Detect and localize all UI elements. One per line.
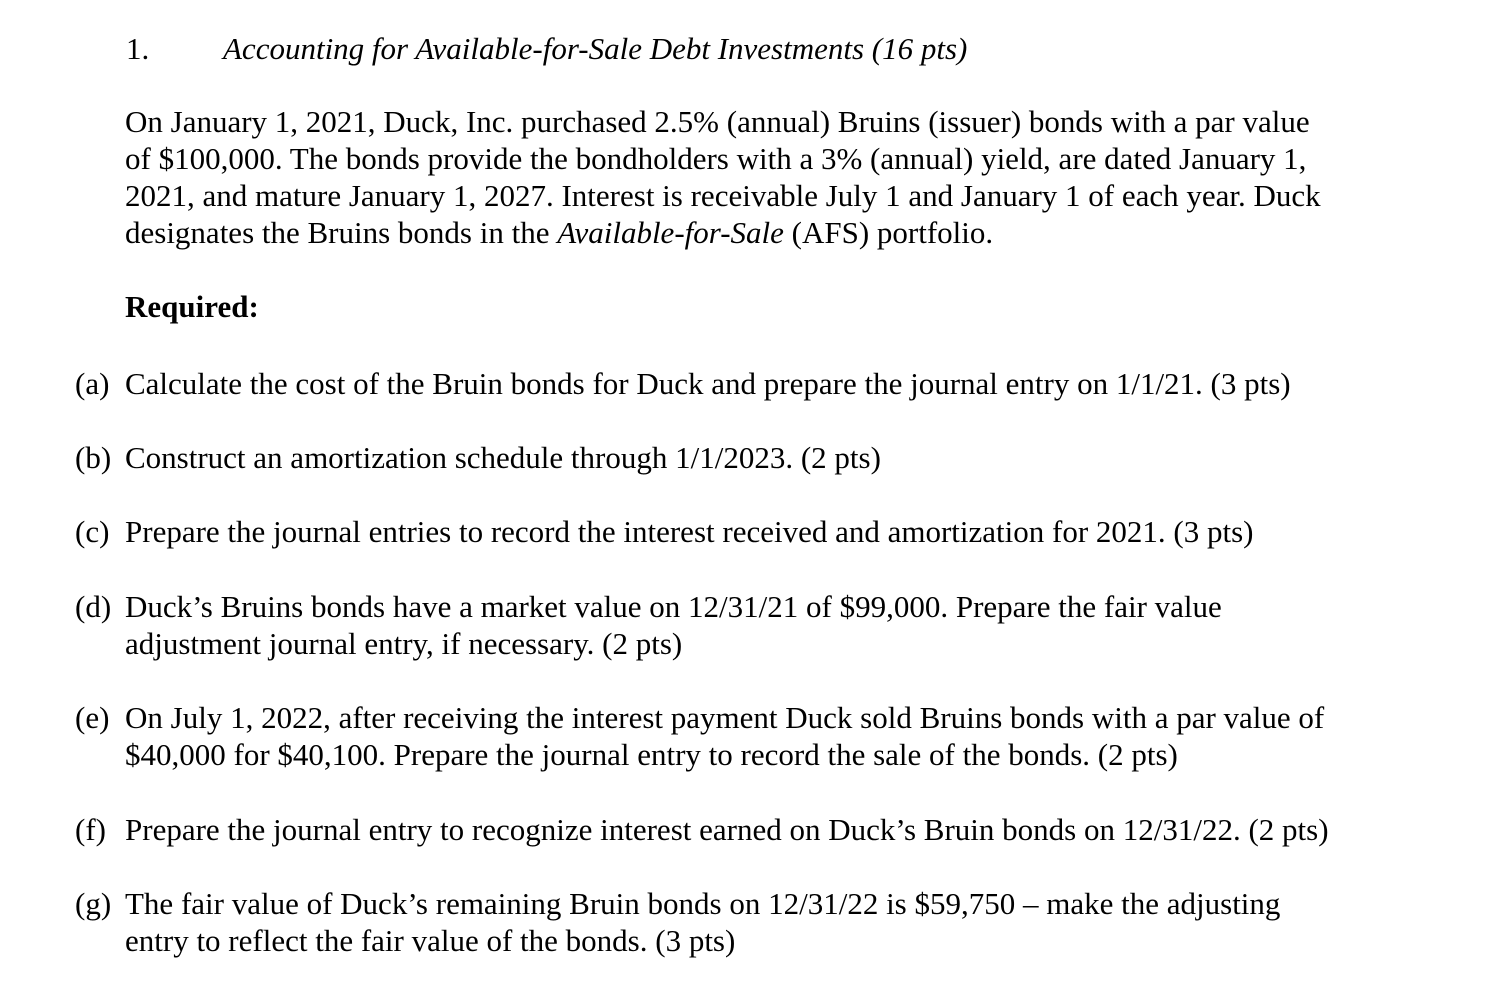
requirement-label: (g): [75, 886, 112, 921]
requirement-line: entry to reflect the fair value of the bonds. (3 pts): [125, 923, 736, 958]
requirement-text: [125, 365, 1425, 402]
requirement-label: (e): [75, 700, 110, 735]
intro-text: (AFS) portfolio.: [783, 215, 994, 250]
problem-heading: [126, 30, 967, 67]
requirement-line: On July 1, 2022, after receiving the interest payment Duck sold Bruins bonds with a par value of: [125, 700, 1325, 735]
requirement-line: Prepare the journal entry to recognize interest earned on Duck’s Bruin bonds on 12/31/22. (2 pts): [125, 812, 1329, 847]
problem-number: 1.: [126, 31, 150, 66]
requirement-label: (c): [75, 514, 110, 549]
requirement-label: (a): [75, 366, 110, 401]
requirement-line: adjustment journal entry, if necessary. (2 pts): [125, 626, 683, 661]
requirement-label: (f): [75, 812, 106, 847]
problem-intro: [125, 103, 1415, 251]
requirement-label: (b): [75, 440, 112, 475]
requirement-text: [125, 699, 1425, 773]
requirement-line: Prepare the journal entries to record the interest received and amortization for 2021. (3 pts): [125, 514, 1254, 549]
intro-line: 2021, and mature January 1, 2027. Interest is receivable July 1 and January 1 of each year. Duck: [125, 178, 1321, 213]
requirement-line: $40,000 for $40,100. Prepare the journal entry to record the sale of the bonds. (2 pts): [125, 737, 1178, 772]
requirement-text: [125, 439, 1425, 476]
intro-line: On January 1, 2021, Duck, Inc. purchased 2.5% (annual) Bruins (issuer) bonds with a par value: [125, 104, 1310, 139]
intro-line: [125, 214, 1415, 251]
requirement-line: The fair value of Duck’s remaining Bruin bonds on 12/31/22 is $59,750 – make the adjusting: [125, 886, 1281, 921]
requirement-text: [125, 513, 1425, 550]
problem-title: Accounting for Available-for-Sale Debt Investments (16 pts): [223, 31, 968, 66]
intro-line: of $100,000. The bonds provide the bondholders with a 3% (annual) yield, are dated January 1,: [125, 141, 1307, 176]
intro-text: designates the Bruins bonds in the: [125, 215, 558, 250]
requirement-text: [125, 588, 1425, 662]
required-heading: Required:: [125, 289, 259, 324]
requirement-text: [125, 811, 1425, 848]
requirement-line: Duck’s Bruins bonds have a market value on 12/31/21 of $99,000. Prepare the fair value: [125, 589, 1222, 624]
requirement-line: Calculate the cost of the Bruin bonds for Duck and prepare the journal entry on 1/1/21. (3 pts): [125, 366, 1291, 401]
requirement-text: [125, 885, 1425, 959]
requirement-label: (d): [75, 589, 112, 624]
intro-emphasis: Available-for-Sale: [557, 215, 784, 250]
requirement-line: Construct an amortization schedule through 1/1/2023. (2 pts): [125, 440, 881, 475]
